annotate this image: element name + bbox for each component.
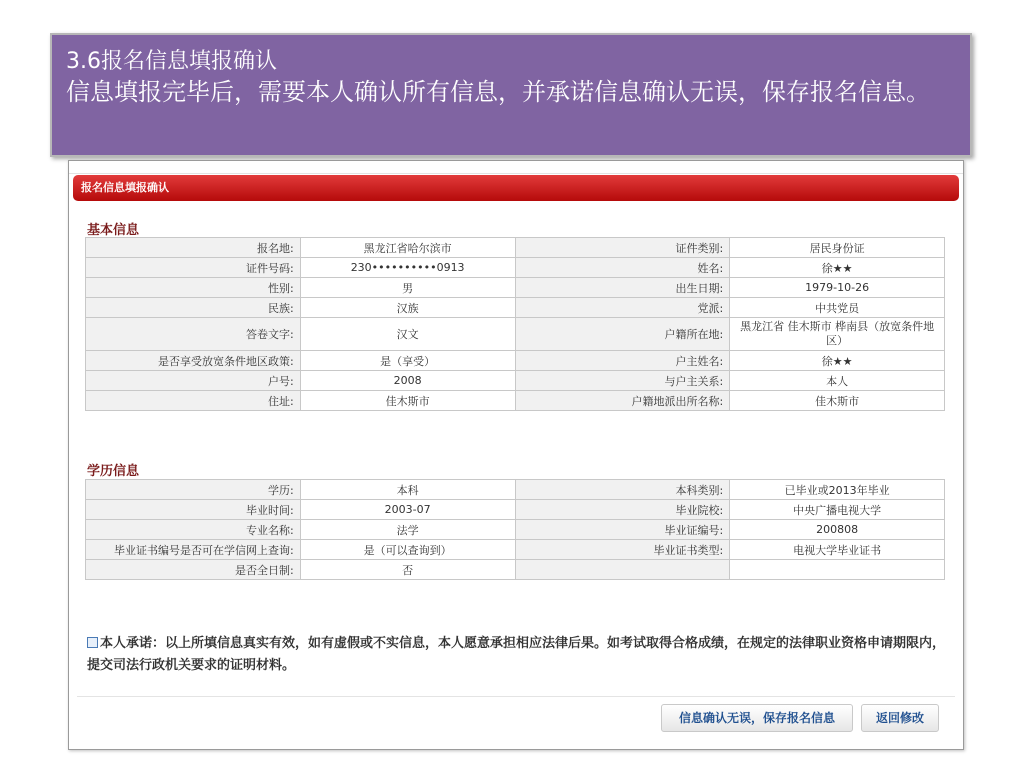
field-label: 证件类别: xyxy=(515,238,730,258)
field-label: 是否享受放宽条件地区政策: xyxy=(86,351,301,371)
education-info-table xyxy=(85,479,945,580)
basic-info-row xyxy=(86,238,945,258)
education-info-title: 学历信息 xyxy=(87,464,140,479)
field-value: 230••••••••••0913 xyxy=(300,258,515,278)
field-label: 户籍地派出所名称: xyxy=(515,391,730,411)
field-value: 2008 xyxy=(300,371,515,391)
field-value: 本人 xyxy=(730,371,945,391)
field-value: 是（可以查询到） xyxy=(300,540,515,560)
field-value: 汉族 xyxy=(300,298,515,318)
confirm-save-button[interactable]: 信息确认无误，保存报名信息 xyxy=(661,704,853,732)
basic-info-title: 基本信息 xyxy=(87,223,140,238)
field-value: 佳木斯市 xyxy=(300,391,515,411)
field-value: 黑龙江省哈尔滨市 xyxy=(300,238,515,258)
basic-info-row xyxy=(86,278,945,298)
slide-description: 信息填报完毕后，需要本人确认所有信息，并承诺信息确认无误，保存报名信息。 xyxy=(66,78,930,106)
commitment-checkbox[interactable] xyxy=(87,637,98,648)
field-label: 毕业证编号: xyxy=(515,520,730,540)
confirmation-screenshot xyxy=(68,160,964,750)
top-strip xyxy=(69,161,963,174)
field-value: 男 xyxy=(300,278,515,298)
field-label: 民族: xyxy=(86,298,301,318)
field-value: 2003-07 xyxy=(300,500,515,520)
field-label: 性别: xyxy=(86,278,301,298)
field-label: 毕业院校: xyxy=(515,500,730,520)
field-value: 中央广播电视大学 xyxy=(730,500,945,520)
basic-info-row xyxy=(86,371,945,391)
field-label: 学历: xyxy=(86,480,301,500)
field-label xyxy=(515,560,730,580)
slide-title: 3.6报名信息填报确认 xyxy=(66,49,277,74)
field-label: 毕业证书编号是否可在学信网上查询: xyxy=(86,540,301,560)
field-value: 黑龙江省 佳木斯市 桦南县（放宽条件地区） xyxy=(730,318,945,351)
panel-header: 报名信息填报确认 xyxy=(73,175,959,201)
field-label: 专业名称: xyxy=(86,520,301,540)
field-label: 是否全日制: xyxy=(86,560,301,580)
education-info-row xyxy=(86,560,945,580)
commitment-text: 本人承诺：以上所填信息真实有效，如有虚假或不实信息，本人愿意承担相应法律后果。如考试取得合格成绩，在规定的法律职业资格申请期限内，提交司法行政机关要求的证明材料。 xyxy=(87,636,946,673)
field-label: 户籍所在地: xyxy=(515,318,730,351)
field-label: 出生日期: xyxy=(515,278,730,298)
field-value: 法学 xyxy=(300,520,515,540)
field-value: 否 xyxy=(300,560,515,580)
field-value: 已毕业或2013年毕业 xyxy=(730,480,945,500)
field-value: 徐★★ xyxy=(730,258,945,278)
field-value xyxy=(730,560,945,580)
slide-title-banner xyxy=(50,33,972,157)
basic-info-row xyxy=(86,298,945,318)
field-value: 佳木斯市 xyxy=(730,391,945,411)
field-value: 本科 xyxy=(300,480,515,500)
field-label: 党派: xyxy=(515,298,730,318)
field-value: 1979-10-26 xyxy=(730,278,945,298)
basic-info-table xyxy=(85,237,945,411)
basic-info-row xyxy=(86,391,945,411)
field-value: 汉文 xyxy=(300,318,515,351)
field-label: 姓名: xyxy=(515,258,730,278)
back-to-edit-button[interactable]: 返回修改 xyxy=(861,704,939,732)
education-info-row xyxy=(86,520,945,540)
field-value: 徐★★ xyxy=(730,351,945,371)
divider xyxy=(77,696,955,697)
field-value: 200808 xyxy=(730,520,945,540)
field-label: 答卷文字: xyxy=(86,318,301,351)
field-value: 居民身份证 xyxy=(730,238,945,258)
field-label: 本科类别: xyxy=(515,480,730,500)
field-label: 证件号码: xyxy=(86,258,301,278)
field-label: 毕业时间: xyxy=(86,500,301,520)
education-info-row xyxy=(86,480,945,500)
basic-info-row xyxy=(86,318,945,351)
field-label: 与户主关系: xyxy=(515,371,730,391)
education-info-row xyxy=(86,540,945,560)
field-label: 住址: xyxy=(86,391,301,411)
field-value: 是（享受） xyxy=(300,351,515,371)
basic-info-row xyxy=(86,351,945,371)
field-value: 电视大学毕业证书 xyxy=(730,540,945,560)
field-label: 报名地: xyxy=(86,238,301,258)
field-label: 毕业证书类型: xyxy=(515,540,730,560)
basic-info-row xyxy=(86,258,945,278)
field-label: 户主姓名: xyxy=(515,351,730,371)
commitment-statement xyxy=(87,633,947,677)
field-value: 中共党员 xyxy=(730,298,945,318)
education-info-row xyxy=(86,500,945,520)
field-label: 户号: xyxy=(86,371,301,391)
